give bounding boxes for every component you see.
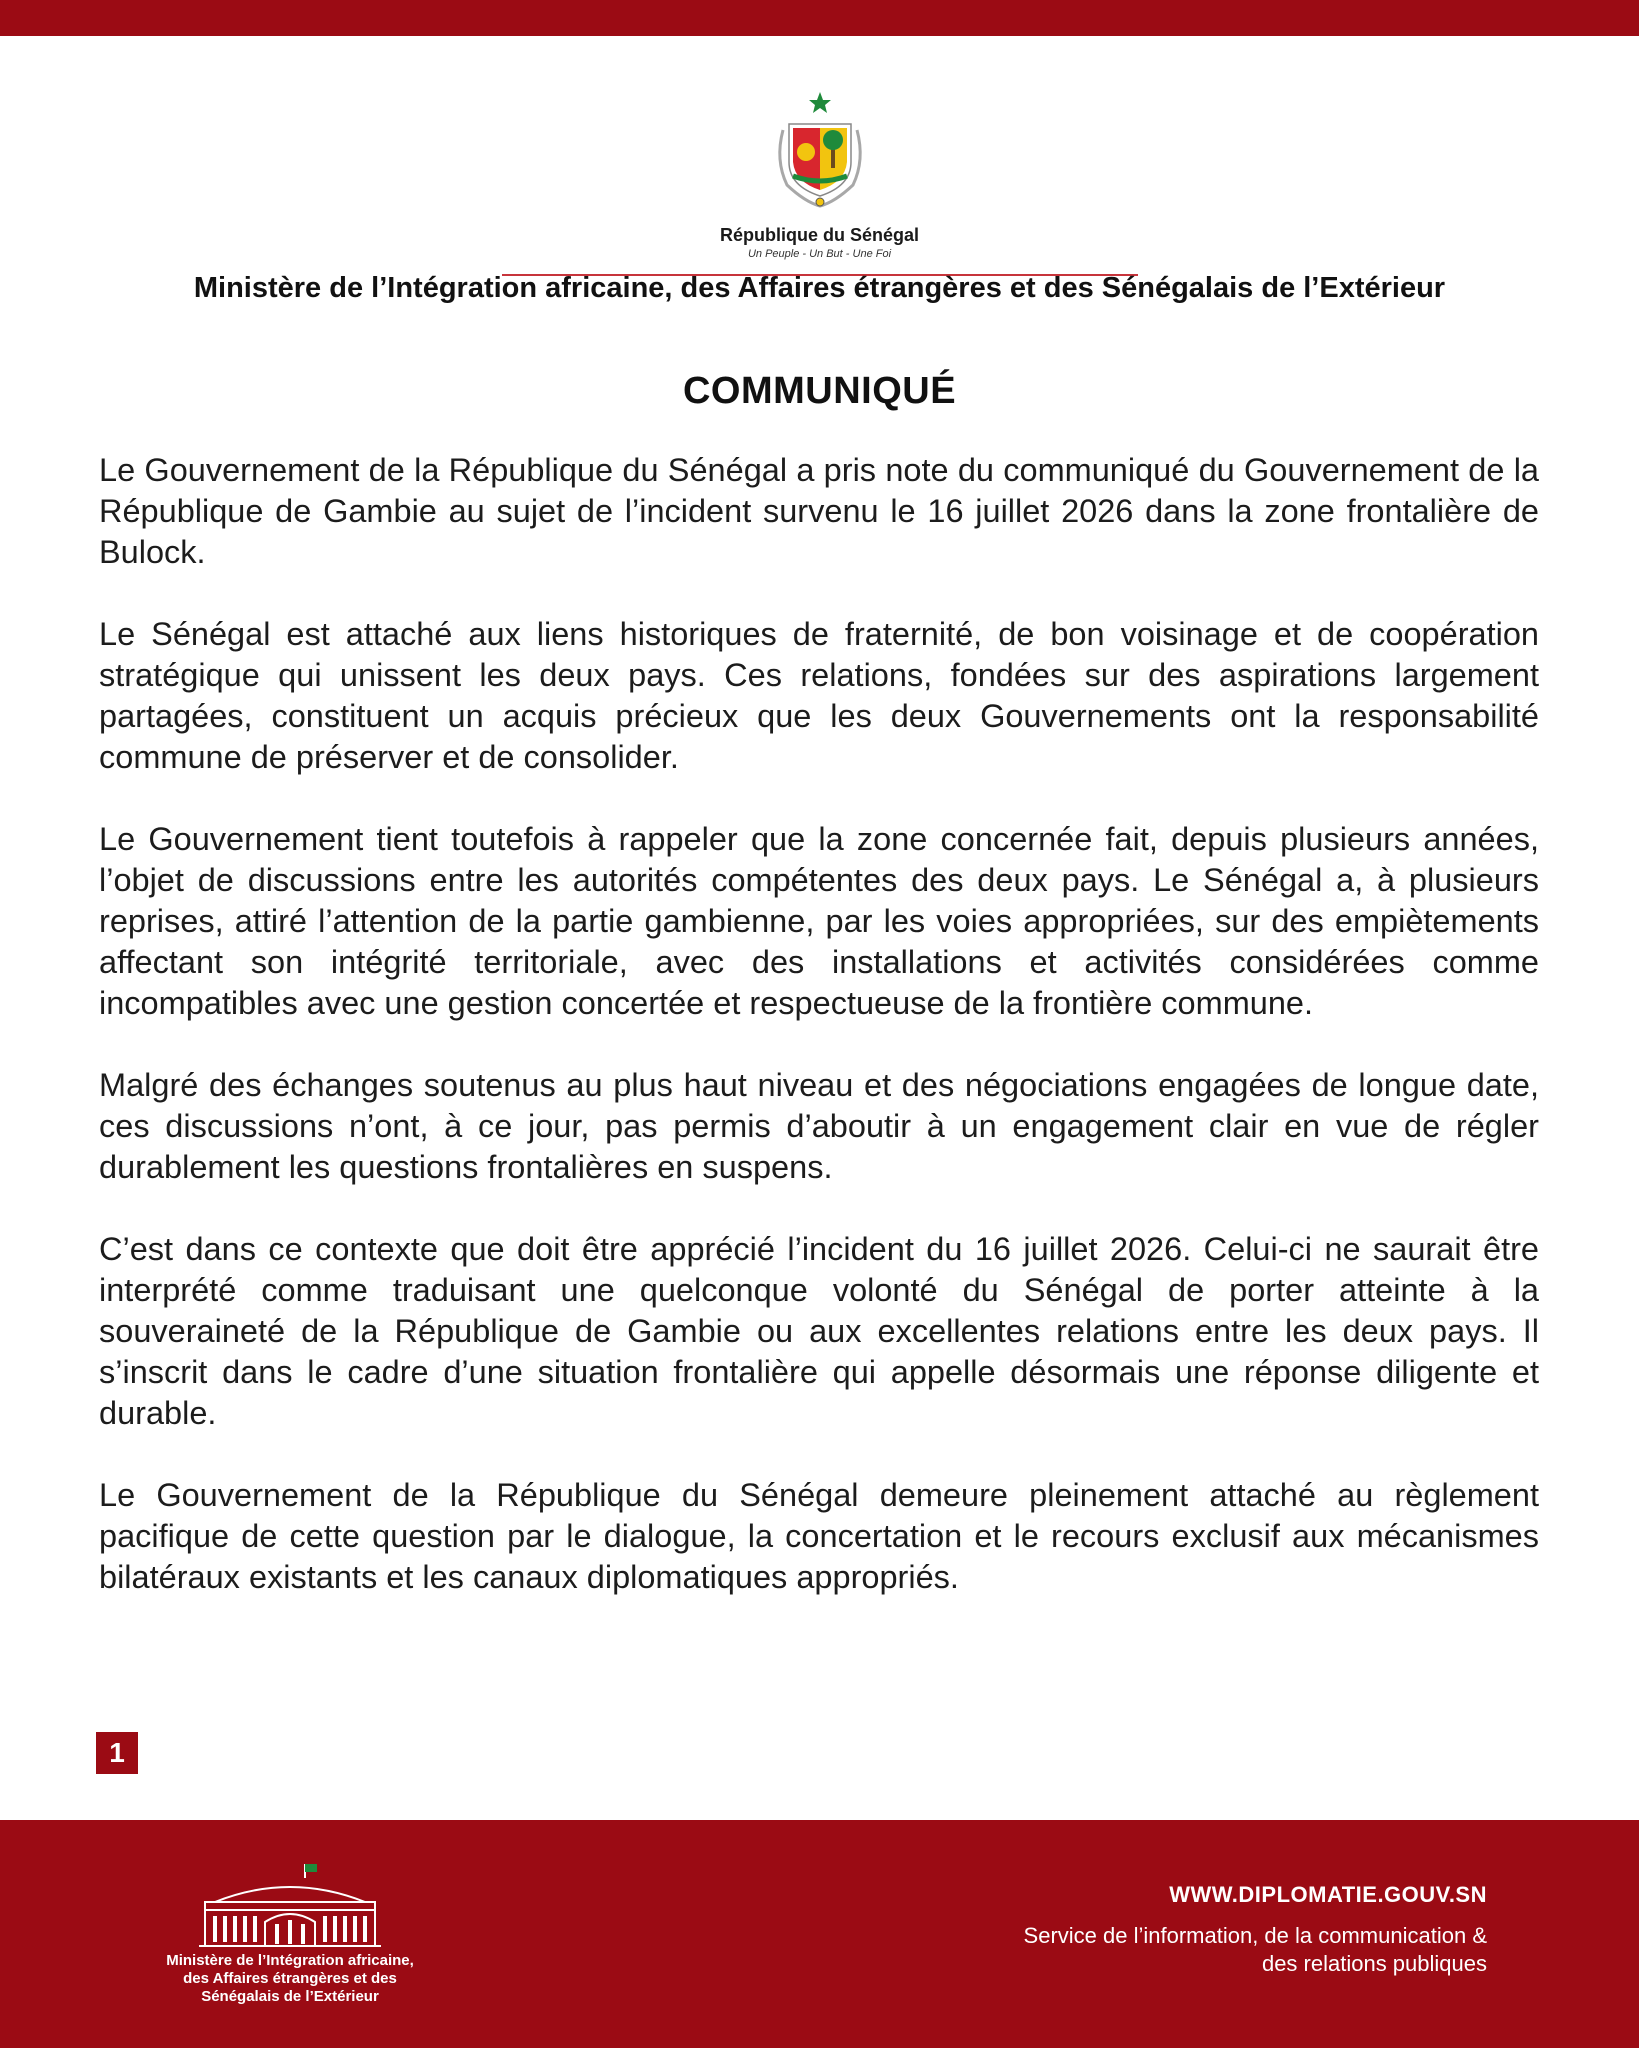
paragraph: Le Sénégal est attaché aux liens historiques de fraternité, de bon voisinage et de coopération stratégique qui unissent les deux pays. Ces relations, fondées sur des aspirations largement partagées, constituent un acquis précieux que les deux Gouvernements ont la responsabilité commune de préserver et de consolider. [99, 616, 1539, 775]
footer-ministry-line: Sénégalais de l’Extérieur [201, 1988, 379, 2005]
paragraph: C’est dans ce contexte que doit être apprécié l’incident du 16 juillet 2026. Celui-ci ne saurait être interprété comme traduisant une quelconque volonté du Sénégal de porter atteinte à la souveraineté de la République de Gambie ou aux excellentes relations entre les deux pays. Il s’inscrit dans le cadre d’une situation frontalière qui appelle désormais une réponse diligente et durable. [99, 1231, 1539, 1431]
ministry-building-icon [195, 1862, 385, 1952]
paragraph: Le Gouvernement de la République du Sénégal a pris note du communiqué du Gouvernement de la République de Gambie au sujet de l’incident survenu le 16 juillet 2026 dans la zone frontalière de Bulock. [99, 452, 1539, 570]
republic-name: République du Sénégal [719, 225, 920, 245]
website-link[interactable]: WWW.DIPLOMATIE.GOUV.SN [1169, 1882, 1487, 1907]
paragraph: Malgré des échanges soutenus au plus haut niveau et des négociations engagées de longue date, ces discussions n’ont, à ce jour, pas permis d’aboutir à un engagement clair en vue de régler durablement les questions frontalières en suspens. [99, 1067, 1539, 1185]
ministry-name: Ministère de l’Intégration africaine, des Affaires étrangères et des Sénégalais de l’Extérieur [193, 272, 1446, 304]
national-motto: Un Peuple - Un But - Une Foi [747, 248, 892, 260]
service-line: Service de l’information, de la communication & [1023, 1923, 1487, 1948]
footer-ministry-line: Ministère de l’Intégration africaine, [166, 1952, 414, 1969]
paragraph: Le Gouvernement tient toutefois à rappeler que la zone concernée fait, depuis plusieurs années, l’objet de discussions entre les autorités compétentes des deux pays. Le Sénégal a, à plusieurs reprises, attiré l’attention de la partie gambienne, par les voies appropriées, sur des empiètements affectant son intégrité territoriale, avec des installations et activités considérées comme incompatibles avec une gestion concertée et respectueuse de la frontière commune. [99, 821, 1539, 1021]
footer [0, 1820, 1639, 2048]
letterhead [0, 90, 1639, 276]
footer-ministry-name [120, 1952, 460, 2006]
top-banner [0, 0, 1639, 36]
service-line: des relations publiques [1261, 1951, 1487, 1976]
document-body [99, 450, 1539, 1639]
page-number-badge: 1 [96, 1732, 138, 1774]
paragraph: Le Gouvernement de la République du Sénégal demeure pleinement attaché au règlement pacifique de cette question par le dialogue, la concertation et le recours exclusif aux mécanismes bilatéraux existants et les canaux diplomatiques appropriés. [99, 1477, 1539, 1595]
senegal-coat-of-arms-icon [765, 90, 875, 210]
footer-ministry-line: des Affaires étrangères et des [183, 1970, 397, 1987]
service-name [887, 1922, 1487, 1978]
document-title: COMMUNIQUÉ [682, 370, 957, 412]
